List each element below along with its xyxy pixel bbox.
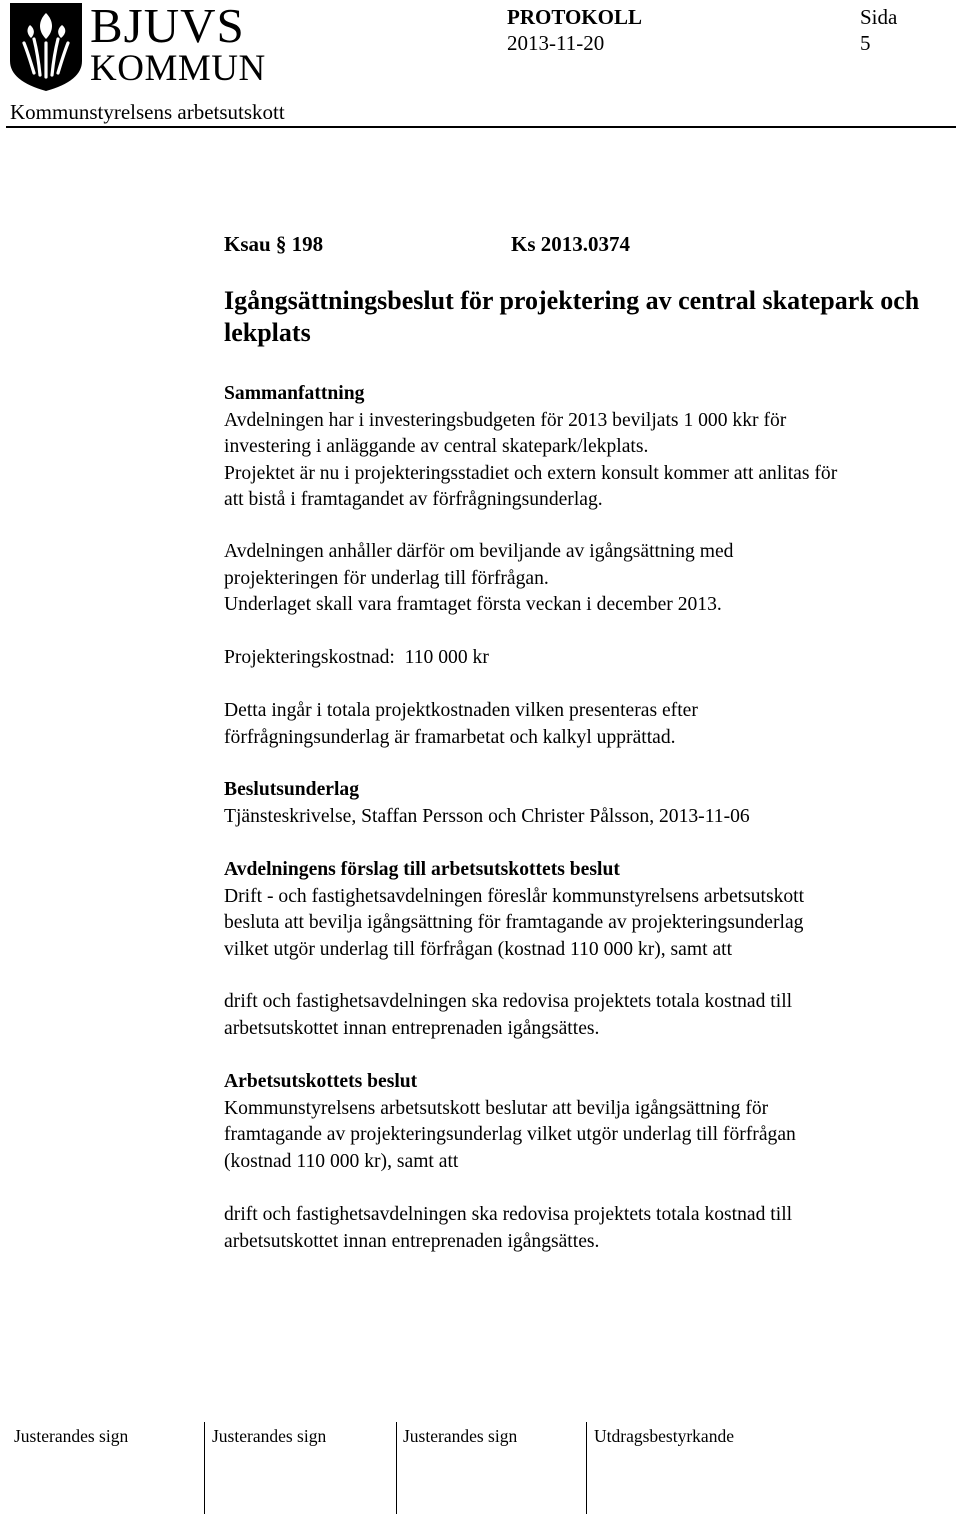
logo-subtitle: KOMMUN (90, 48, 266, 89)
decision-line: framtagande av projekteringsunderlag vilket utgör underlag till förfrågan (224, 1124, 796, 1145)
decision-line: (kostnad 110 000 kr), samt att (224, 1150, 459, 1172)
ks-reference: Ks 2013.0374 (511, 232, 631, 256)
decision-line: Kommunstyrelsens arbetsutskott beslutar att bevilja igångsättning för (224, 1097, 769, 1119)
attestation-label: Utdragsbestyrkande (594, 1426, 734, 1446)
signature-divider (586, 1422, 587, 1514)
summary-line: Avdelningen har i investeringsbudgeten för 2013 beviljats 1 000 kkr för (224, 409, 787, 431)
request-line: Underlaget skall vara framtaget första veckan i december 2013. (224, 594, 722, 615)
torch-emblem-icon (10, 3, 82, 91)
proposal-line: drift och fastighetsavdelningen ska redovisa projektets totala kostnad till (224, 991, 793, 1012)
total-line: Detta ingår i totala projektkostnaden vilken presenteras efter (224, 700, 698, 721)
signature-label: Justerandes sign (212, 1426, 327, 1446)
basis-heading: Beslutsunderlag (224, 779, 360, 800)
signature-divider (396, 1422, 397, 1514)
document-type: PROTOKOLL (507, 5, 642, 29)
summary-line: att bistå i framtagandet av förfrågningsunderlag. (224, 489, 603, 510)
decision-section (224, 1069, 954, 1175)
header-divider (6, 126, 956, 128)
committee-name: Kommunstyrelsens arbetsutskott (10, 100, 285, 124)
basis-line: Tjänsteskrivelse, Staffan Persson och Christer Pålsson, 2013-11-06 (224, 805, 750, 827)
proposal-line: arbetsutskottet innan entreprenaden igångsättes. (224, 1017, 600, 1039)
document-date: 2013-11-20 (507, 31, 605, 55)
proposal-line: vilket utgör underlag till förfrågan (kostnad 110 000 kr), samt att (224, 938, 733, 960)
ksau-reference: Ksau § 198 (224, 232, 324, 256)
municipality-logo (10, 0, 266, 91)
summary-line: Projektet är nu i projekteringsstadiet och extern konsult kommer att anlitas för (224, 462, 838, 484)
request-line: projekteringen för underlag till förfrågan. (224, 567, 549, 589)
proposal-line: Drift - och fastighetsavdelningen föreslår kommunstyrelsens arbetsutskott (224, 885, 805, 907)
total-paragraph (224, 698, 954, 751)
cost-line: Projekteringskostnad: 110 000 kr (224, 647, 489, 668)
proposal-section (224, 857, 954, 963)
summary-heading: Sammanfattning (224, 383, 365, 404)
request-line: Avdelningen anhåller därför om beviljande av igångsättning med (224, 541, 734, 562)
total-line: förfrågningsunderlag är framarbetat och kalkyl upprättad. (224, 726, 676, 748)
cost-paragraph (224, 645, 954, 672)
decision-continuation (224, 1202, 954, 1255)
decision-line: arbetsutskottet innan entreprenaden igångsättes. (224, 1230, 600, 1252)
case-references (224, 232, 631, 257)
page-number: 5 (860, 31, 871, 55)
summary-section (224, 381, 954, 514)
decision-heading: Arbetsutskottets beslut (224, 1071, 418, 1092)
signature-label: Justerandes sign (403, 1426, 518, 1446)
decision-line: drift och fastighetsavdelningen ska redovisa projektets totala kostnad till (224, 1204, 793, 1225)
request-paragraph (224, 539, 954, 619)
basis-section (224, 777, 954, 830)
summary-line: investering i anläggande av central skatepark/lekplats. (224, 436, 649, 457)
signature-divider (204, 1422, 205, 1514)
proposal-continuation (224, 989, 954, 1042)
page-title: Igångsättningsbeslut för projektering av central skatepark och lekplats (224, 286, 920, 347)
signature-label: Justerandes sign (14, 1426, 129, 1446)
page-label: Sida (860, 5, 898, 29)
logo-name: BJUVS (90, 0, 245, 53)
proposal-heading: Avdelningens förslag till arbetsutskottets beslut (224, 859, 620, 880)
proposal-line: besluta att bevilja igångsättning för framtagande av projekteringsunderlag (224, 912, 804, 933)
